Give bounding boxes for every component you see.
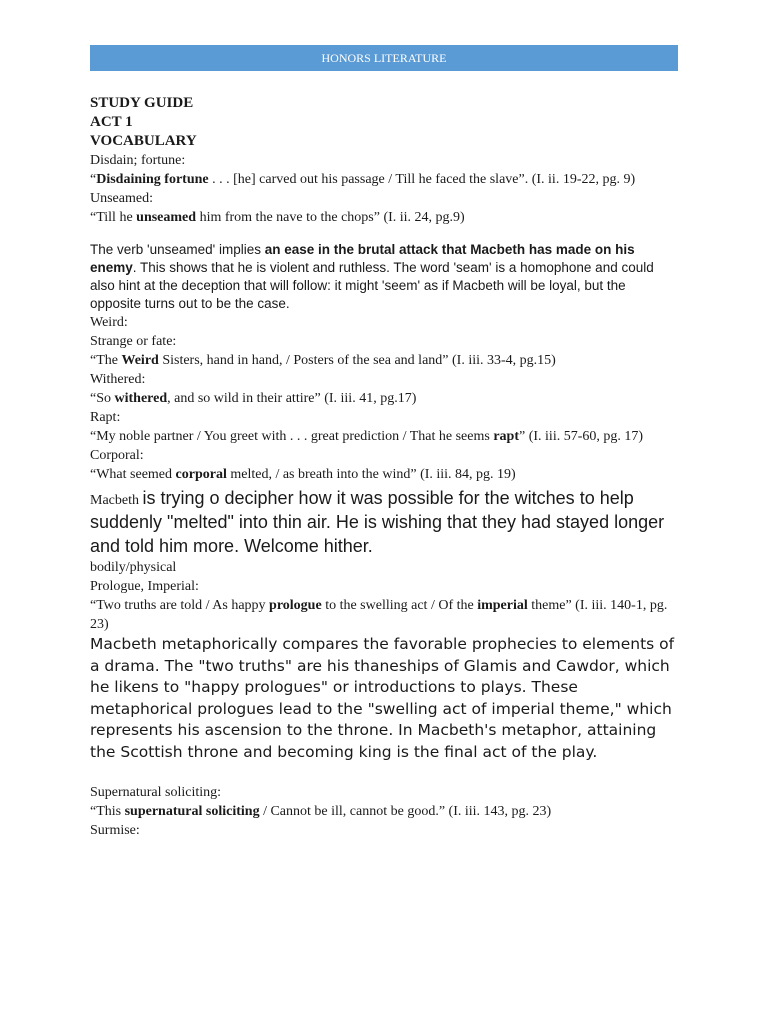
definition-weird: Strange or fate: bbox=[90, 334, 177, 349]
analysis-corporal: Macbeth is trying o decipher how it was possible for the witches to help suddenly "melted" into thin air. He is wishing that they had stayed longer and told him more. Welcome hither. bbox=[90, 488, 665, 556]
study-guide-heading: STUDY GUIDE bbox=[90, 95, 194, 111]
quote-disdain: “Disdaining fortune . . . [he] carved out his passage / Till he faced the slave”. (I. ii. 19-22, pg. 9) bbox=[90, 172, 636, 187]
term-weird: Weird: bbox=[90, 315, 128, 330]
term-unseamed: Unseamed: bbox=[90, 191, 153, 206]
quote-rapt: “My noble partner / You greet with . . . great prediction / That he seems rapt” (I. iii. 57-60, pg. 17) bbox=[90, 429, 644, 444]
term-disdain: Disdain; fortune: bbox=[90, 153, 186, 168]
act-heading: ACT 1 bbox=[90, 114, 133, 130]
term-withered: Withered: bbox=[90, 372, 146, 387]
vocab-word: prologue bbox=[269, 598, 322, 613]
vocabulary-heading: VOCABULARY bbox=[90, 133, 197, 149]
term-corporal: Corporal: bbox=[90, 448, 144, 463]
quote-weird: “The Weird Sisters, hand in hand, / Posters of the sea and land” (I. iii. 33-4, pg.15) bbox=[90, 353, 556, 368]
course-title: HONORS LITERATURE bbox=[321, 50, 447, 65]
study-guide-page bbox=[90, 94, 680, 840]
analysis-prologue: Macbeth metaphorically compares the favorable prophecies to elements of a drama. The "two truths" are his thaneships of Glamis and Cawdor, which he likens to "happy prologues" or introductions to plays. These metaphorical prologues lead to the "swelling act of imperial theme," which represents his ascension to the throne. In Macbeth's metaphor, attaining the Scottish throne and becoming king is the final act of the play. bbox=[90, 635, 675, 761]
term-surmise: Surmise: bbox=[90, 823, 140, 838]
definition-corporal: bodily/physical bbox=[90, 560, 177, 575]
vocab-word: imperial bbox=[477, 598, 528, 613]
quote-prologue: “Two truths are told / As happy prologue to the swelling act / Of the imperial theme” (I. iii. 140-1, pg. 23) bbox=[90, 598, 668, 632]
vocab-word: supernatural soliciting bbox=[124, 804, 260, 819]
term-rapt: Rapt: bbox=[90, 410, 121, 425]
vocab-word: corporal bbox=[175, 467, 227, 482]
vocab-word: unseamed bbox=[136, 210, 197, 225]
vocab-word: Weird bbox=[121, 353, 159, 368]
quote-supernatural: “This supernatural soliciting / Cannot be ill, cannot be good.” (I. iii. 143, pg. 23) bbox=[90, 804, 552, 819]
vocab-word: withered bbox=[114, 391, 168, 406]
analysis-unseamed: The verb 'unseamed' implies an ease in the brutal attack that Macbeth has made on his enemy. This shows that he is violent and ruthless. The word 'seam' is a homophone and could also hint at the deception that will follow: it might 'seem' as if Macbeth will be loyal, but the opposite turns out to be the case. bbox=[90, 242, 654, 311]
term-supernatural: Supernatural soliciting: bbox=[90, 785, 222, 800]
course-banner bbox=[90, 45, 678, 71]
term-prologue: Prologue, Imperial: bbox=[90, 579, 199, 594]
vocab-word: Disdaining fortune bbox=[96, 172, 209, 187]
vocab-word: rapt bbox=[493, 429, 519, 444]
quote-corporal: “What seemed corporal melted, / as breath into the wind” (I. iii. 84, pg. 19) bbox=[90, 467, 516, 482]
analysis-emphasis: an ease in the brutal attack that Macbeth has made on his enemy bbox=[90, 242, 635, 275]
analysis-lead: Macbeth bbox=[90, 493, 143, 508]
quote-unseamed: “Till he unseamed him from the nave to the chops” (I. ii. 24, pg.9) bbox=[90, 210, 465, 225]
quote-withered: “So withered, and so wild in their attire” (I. iii. 41, pg.17) bbox=[90, 391, 417, 406]
